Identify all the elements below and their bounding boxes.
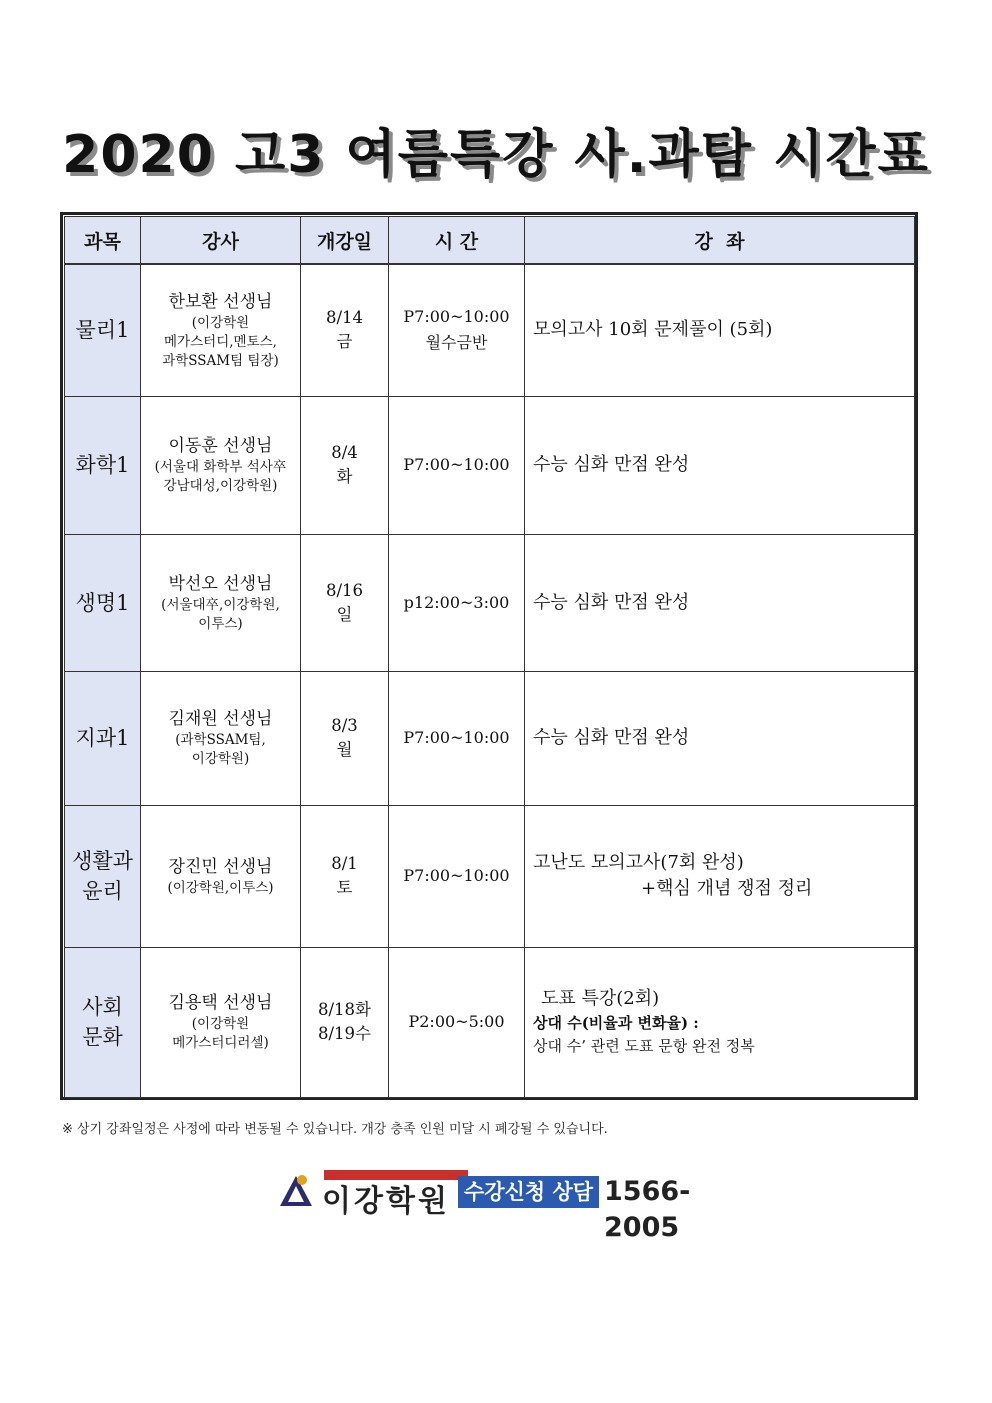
time-cell <box>389 671 525 805</box>
time-text: p12:00~3:00 <box>403 592 510 612</box>
subject-label: 지과1 <box>75 726 130 750</box>
teacher-cell <box>141 671 301 805</box>
subject-label: 사회 <box>82 995 123 1019</box>
enroll-consult-label: 수강신청 상담 <box>458 1176 599 1208</box>
table-row <box>65 805 915 947</box>
start-date-text: 8/14 <box>325 308 364 328</box>
teacher-name: 김용택 선생님 <box>168 993 273 1013</box>
start-date-text: 월 <box>336 740 353 759</box>
footnote: ※ 상기 강좌일정은 사정에 따라 변동될 수 있습니다. 개강 충족 인원 미달 시 폐강될 수 있습니다. <box>62 1122 608 1137</box>
time-cell <box>389 396 525 534</box>
time-text: P7:00~10:00 <box>403 866 510 885</box>
subject-cell <box>65 264 141 396</box>
teacher-name: 김재원 선생님 <box>168 709 273 729</box>
subject-cell <box>65 534 141 671</box>
time-text: P7:00~10:00 <box>403 307 510 327</box>
start-date-text: 8/4 <box>331 443 358 462</box>
phone-number: 1566-2005 <box>604 1176 691 1243</box>
subject-label: 윤리 <box>82 879 123 903</box>
teacher-note: 과학SSAM팀 팀장) <box>162 352 279 369</box>
table-row <box>65 671 915 805</box>
teacher-note: (이강학원,이투스) <box>167 879 274 896</box>
teacher-name: 한보환 선생님 <box>168 291 273 312</box>
start-date-text: 금 <box>336 332 353 352</box>
subject-cell <box>65 396 141 534</box>
teacher-name: 이동훈 선생님 <box>168 436 273 456</box>
teacher-note: (서울대卒,이강학원, <box>161 596 280 613</box>
start-date-text: 화 <box>336 467 353 486</box>
teacher-note: (서울대 화학부 석사卒 <box>154 459 287 475</box>
course-text: 상대 수(비율과 변화율) : <box>533 1014 699 1032</box>
start-date-cell <box>301 671 389 805</box>
teacher-note: (이강학원 <box>191 1016 250 1032</box>
course-text: 고난도 모의고사(7회 완성) <box>533 852 744 873</box>
teacher-note: 메가스터디,멘토스, <box>164 333 277 350</box>
time-cell <box>389 947 525 1097</box>
teacher-cell <box>141 264 301 396</box>
teacher-note: 이투스) <box>198 615 243 632</box>
course-cell <box>525 264 915 396</box>
time-cell <box>389 534 525 671</box>
subject-cell <box>65 947 141 1097</box>
teacher-cell <box>141 805 301 947</box>
teacher-note: 이강학원) <box>191 751 250 767</box>
start-date-text: 토 <box>336 878 353 897</box>
time-text: 월수금반 <box>425 333 488 353</box>
start-date-text: 8/1 <box>331 854 358 873</box>
course-cell <box>525 671 915 805</box>
course-text: 모의고사 10회 문제풀이 (5회) <box>533 319 773 341</box>
start-date-text: 8/18화 <box>318 1000 371 1019</box>
schedule-table <box>64 216 915 1098</box>
start-date-cell <box>301 805 389 947</box>
academy-name: 이강학원 <box>322 1184 450 1219</box>
time-cell <box>389 264 525 396</box>
time-text: P7:00~10:00 <box>403 728 510 747</box>
course-cell <box>525 805 915 947</box>
course-cell <box>525 534 915 671</box>
course-text: 수능 심화 만점 완성 <box>533 591 690 613</box>
start-date-text: 8/16 <box>325 580 364 600</box>
subject-label: 화학1 <box>75 453 130 477</box>
course-text: 수능 심화 만점 완성 <box>533 727 690 748</box>
table-row <box>65 264 915 396</box>
header-time: 시 간 <box>389 217 525 265</box>
time-text: P7:00~10:00 <box>403 455 510 474</box>
teacher-name: 장진민 선생님 <box>168 856 273 877</box>
subject-cell <box>65 805 141 947</box>
time-text: P2:00~5:00 <box>408 1012 505 1031</box>
course-text: 도표 특강(2회) <box>541 988 660 1009</box>
table-row <box>65 396 915 534</box>
subject-label: 생활과 <box>72 849 133 873</box>
start-date-text: 8/19수 <box>318 1024 371 1043</box>
teacher-note: (과학SSAM팀, <box>175 732 266 748</box>
start-date-text: 8/3 <box>331 716 358 735</box>
start-date-cell <box>301 534 389 671</box>
subject-label: 생명1 <box>75 590 130 615</box>
teacher-note: 메가스터디러셀) <box>172 1035 269 1051</box>
course-text: 수능 심화 만점 완성 <box>533 454 690 475</box>
teacher-name: 박선오 선생님 <box>168 573 273 594</box>
course-cell <box>525 947 915 1097</box>
academy-logo-icon <box>276 1170 316 1210</box>
start-date-cell <box>301 396 389 534</box>
table-row <box>65 534 915 671</box>
header-subject: 과목 <box>65 217 141 265</box>
teacher-cell <box>141 396 301 534</box>
course-text: 상대 수’ 관련 도표 문항 완전 정복 <box>533 1037 755 1055</box>
header-course: 강 좌 <box>525 217 915 265</box>
teacher-note: (이강학원 <box>191 314 250 331</box>
footer-banner <box>272 1166 742 1243</box>
start-date-cell <box>301 947 389 1097</box>
header-teacher: 강사 <box>141 217 301 265</box>
course-text: +핵심 개념 쟁점 정리 <box>641 878 813 899</box>
teacher-cell <box>141 534 301 671</box>
subject-label: 문화 <box>82 1025 123 1049</box>
teacher-note: 강남대성,이강학원) <box>163 478 278 494</box>
time-cell <box>389 805 525 947</box>
subject-label: 물리1 <box>75 318 130 343</box>
header-row <box>65 217 915 265</box>
page-title: 2020 고3 여름특강 사.과탐 시간표 <box>62 125 930 185</box>
course-cell <box>525 396 915 534</box>
start-date-cell <box>301 264 389 396</box>
header-start-date: 개강일 <box>301 217 389 265</box>
start-date-text: 일 <box>336 604 353 624</box>
teacher-cell <box>141 947 301 1097</box>
subject-cell <box>65 671 141 805</box>
table-row <box>65 947 915 1097</box>
